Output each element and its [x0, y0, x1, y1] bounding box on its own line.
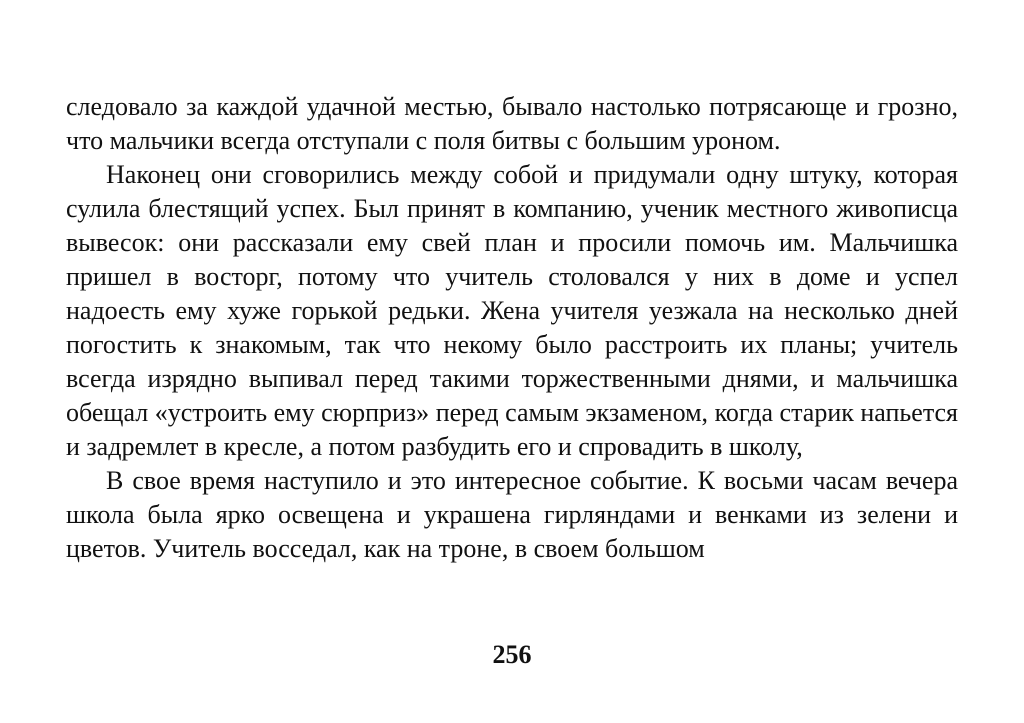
page-number: 256 — [492, 640, 532, 669]
paragraph-plan: Наконец они сговорились между собой и придумали одну штуку, которая сулила блестящий успех. Был принят в компанию, ученик местного живописца вывесок: они рассказали ему свей план и просили помочь им. Мальчишка пришел в восторг, потому что учитель столовался у них в доме и успел надоесть ему хуже горькой редьки. Жена учителя уезжала на несколько дней погостить к знакомым, так что некому было расстроить их планы; учитель всегда изрядно выпивал перед такими торжественными днями, и мальчишка обещал «устроить ему сюрприз» перед самым экзаменом, когда старик напьется и задремлет в кресле, а потом разбудить его и спровадить в школу, — [66, 160, 958, 461]
paragraph-event: В свое время наступило и это интересное событие. К восьми часам вечера школа была ярко освещена и украшена гирляндами и венками из зелени и цветов. Учитель восседал, как на троне, в своем большом — [66, 466, 958, 563]
paragraph-continuation: следовало за каждой удачной местью, бывало настолько потрясающе и грозно, что мальчики всегда отступали с поля битвы с большим уроном. — [66, 92, 958, 155]
page-body — [66, 90, 958, 566]
